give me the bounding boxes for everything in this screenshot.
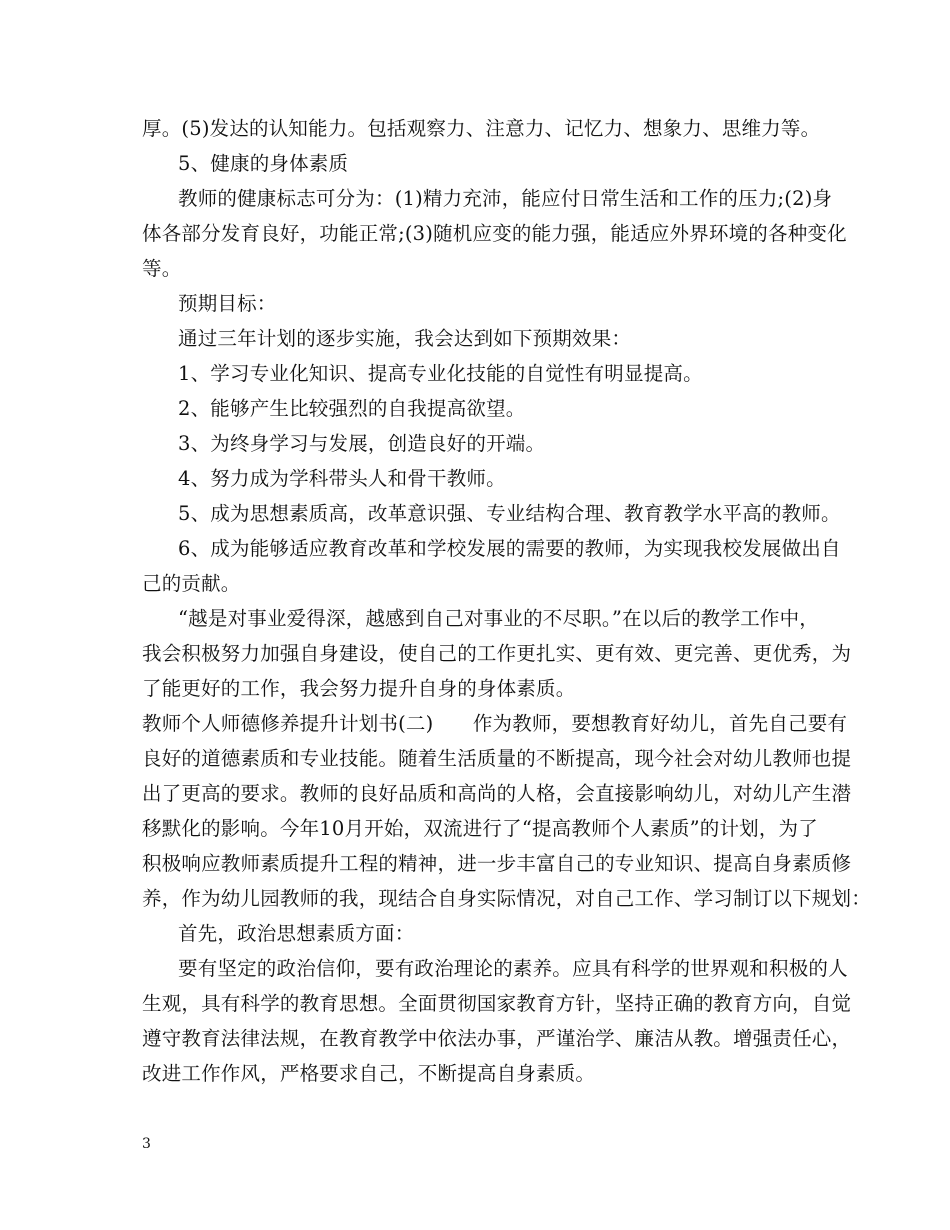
body-text-line: 通过三年计划的逐步实施，我会达到如下预期效果： [178,327,632,350]
list-item: 4、努力成为学科带头人和骨干教师。 [178,467,506,490]
body-text-line: 生观，具有科学的教育思想。全面贯彻国家教育方针，坚持正确的教育方向，自觉 [142,992,852,1015]
body-text-line: 厚。(5)发达的认知能力。包括观察力、注意力、记忆力、想象力、思维力等。 [142,117,821,140]
body-text-line: 出了更高的要求。教师的良好品质和高尚的人格，会直接影响幼儿，对幼儿产生潜 [142,782,852,805]
body-text-line: 等。 [142,257,182,280]
body-text-line: 积极响应教师素质提升工程的精神，进一步丰富自己的专业知识、提高自身素质修 [142,852,852,875]
body-text-line: “越是对事业爱得深，越感到自己对事业的不尽职。”在以后的教学工作中， [178,607,819,630]
list-item: 3、为终身学习与发展，创造良好的开端。 [178,432,546,455]
page-number: 3 [142,1136,151,1152]
body-text-line: 己的贡献。 [142,572,241,595]
body-text-line: 改进工作作风，严格要求自己，不断提高自身素质。 [142,1062,596,1085]
body-text-line: 遵守教育法律法规，在教育教学中依法办事，严谨治学、廉洁从教。增强责任心， [142,1027,852,1050]
list-item: 6、成为能够适应教育改革和学校发展的需要的教师，为实现我校发展做出自 [178,537,841,560]
body-text-line: 教师个人师德修养提升计划书(二) 作为教师，要想教育好幼儿，首先自己要有 [142,712,848,735]
body-text-line: 养，作为幼儿园教师的我，现结合自身实际情况，对自己工作、学习制订以下规划： [142,887,871,910]
section-heading: 首先，政治思想素质方面： [178,922,415,945]
body-text-line: 移默化的影响。今年10月开始，双流进行了“提高教师个人素质”的计划，为了 [142,817,818,840]
list-item: 1、学习专业化知识、提高专业化技能的自觉性有明显提高。 [178,362,703,385]
section-heading: 预期目标： [178,292,277,315]
section-heading: 5、健康的身体素质 [178,152,349,175]
body-text-line: 良好的道德素质和专业技能。随着生活质量的不断提高，现今社会对幼儿教师也提 [142,747,852,770]
body-text-line: 要有坚定的政治信仰，要有政治理论的素养。应具有科学的世界观和积极的人 [178,957,848,980]
body-text-line: 体各部分发育良好，功能正常;(3)随机应变的能力强，能适应外界环境的各种变化 [142,222,847,245]
body-text-line: 教师的健康标志可分为：(1)精力充沛，能应付日常生活和工作的压力;(2)身 [178,187,833,210]
list-item: 2、能够产生比较强烈的自我提高欲望。 [178,397,526,420]
body-text-line: 了能更好的工作，我会努力提升自身的身体素质。 [142,677,576,700]
body-text-line: 我会积极努力加强自身建设，使自己的工作更扎实、更有效、更完善、更优秀，为 [142,642,852,665]
list-item: 5、成为思想素质高，改革意识强、专业结构合理、教育教学水平高的教师。 [178,502,841,525]
